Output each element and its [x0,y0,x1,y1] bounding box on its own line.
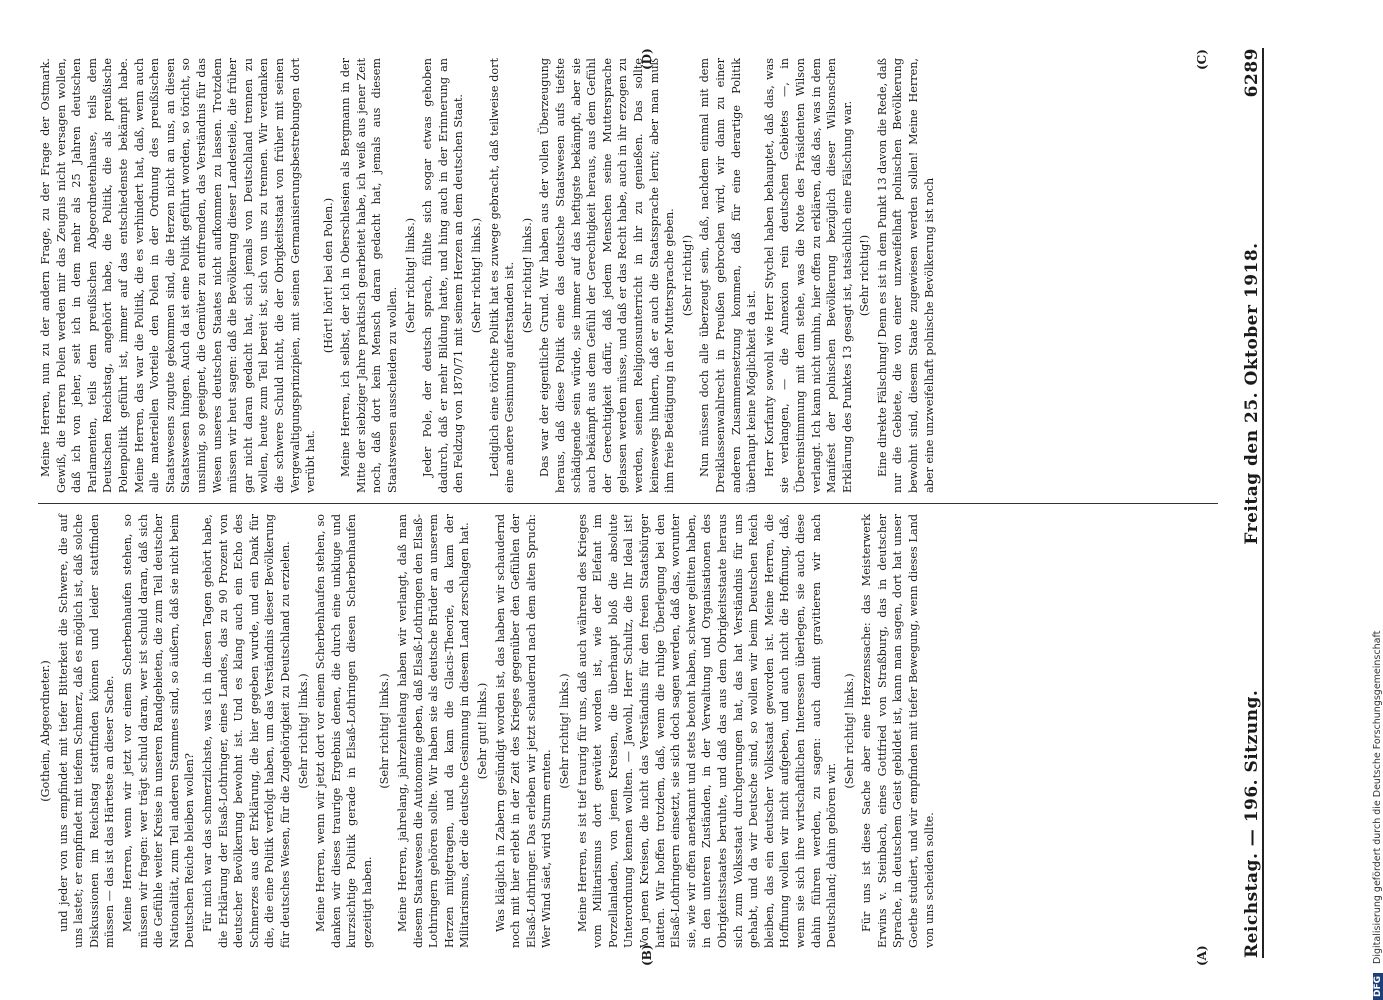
paragraph: Meine Herren, nun zu der andern Frage, zu der Frage der Ostmark. Gewiß, die Herren Polen werden mir das Zeugnis nicht versagen wollen, daß ich von jeher, seit ich in dem mehr als 25 Jahren deutschen Parlamenten, teils dem preußischen Abgeordnetenhause, teils dem Deutschen Reichstag, angehört habe, die Politik, die als preußische Polenpolitik geführt ist, immer auf das entschiedenste bekämpft habe. Meine Herren, das war die Politik, die es verhindert hat, daß, wenn auch alle materiellen Vorteile den Polen in der Ordnung des preußischen Staatswesens zugute gekommen sind, die Herzen nicht an uns, an diesen Staatswesen hingen. Auch da ist eine Politik geführt worden, so töricht, so unsinnig, so geeignet, die Gemüter zu entfremden, das Verständnis für das Wesen unseres deutschen Staates nicht aufkommen zu lassen. Trotzdem müssen wir heut sagen: daß die Bevölkerung dieser Landesteile, die früher gar nicht daran gedacht hat, sich jemals von Deutschland trennen zu wollen, heute zum Teil bereit ist, sich von uns zu trennen. Wir verdanken die schwere Schuld nicht, die der Obrigkeitsstaat von früher mit seinen Vergewaltigungsprinzipien, mit seinen Germanisierungsbestrebungen dort verübt hat. [39,58,318,493]
interjection: (Sehr richtig! links.) [470,217,484,334]
paragraph: Meine Herren, es ist tief traurig für uns, daß auch während des Krieges vom Militarismus dort gewütet worden ist, wie der Elefant im Porzellanladen, von jenen Kreisen, die überhaupt bloß die absolute Unterordnung kennen wollten. — Jawohl, Herr Schultz, die Ihr Ideal ist! Von jenen Kreisen, die nicht das Verständnis für den freien Staatsbürger hatten. Wir hoffen trotzdem, daß, wenn die ruhige Überlegung bei den Elsaß-Lothringern einsetzt, sie sich doch sagen werden, daß das, worunter sie, wie wir offen anerkannt und stets betont haben, schwer gelitten haben, in den unteren Zuständen, in der Verwaltung und Organisationen des Obrigkeitsstaates beruhte, und daß das aus dem Obrigkeitsstaate heraus sich zum Volksstaat durchgerungen hat, das hat Verständnis für uns gehabt, und da wir Deutsche sind, so wollen wir beim Deutschen Reich bleiben, das ein deutscher Volksstaat geworden ist. Meine Herren, die Hoffnung wollen wir nicht aufgeben, und auch nicht die Hoffnung, daß, wenn sie sich ihre wirtschaftlichen Interessen überlegen, sie auch diese dahin führen werden, zu sagen: auch damit gravitieren wir nach Deutschland; dahin gehören wir. [575,514,839,948]
interjection: (Sehr richtig! links.) [378,673,392,789]
dfg-logo: DFG [1373,973,1383,1000]
paragraph: Für mich war das schmerzlichste, was ich in diesen Tagen gehört habe, die Erklärung der Elsaß-Lothringer, eines Landes, das zu 90 Prozent von deutscher Bevölkerung bewohnt ist. Und es klang auch ein Echo des Schmerzes aus der Erklärung, die hier gegeben wurde, und ein Dank für die, die eine Politik verfolgt haben, um das Verständnis dieser Bevölkerung für deutsches Wesen, für die Zugehörigkeit zu Deutschland zu erzielen. [200,514,292,948]
interjection: (Sehr richtig! links.) [296,673,310,789]
paragraph: Jeder Pole, der deutsch sprach, fühlte sich sogar etwas gehoben dadurch, daß er mehr Bildung hatte, und hing auch in der Erinnerung an den Feldzug von 1870/71 mit seinem Herzen an dem deutschen Staat. [421,58,466,493]
paragraph: Meine Herren, wenn wir jetzt vor einem Scherbenhaufen stehen, so müssen wir fragen: wer trägt schuld daran, wer ist schuld daran, daß sich die Gefühle weiter Kreise in unseren Randgebieten, die zum Teil deutscher Nationalität, zum Teil anderen Stammes sind, so äußern, daß sie nicht beim Deutschen Reiche bleiben wollen? [120,514,197,948]
paragraph: Meine Herren, wenn wir jetzt dort vor einem Scherbenhaufen stehen, so danken wir dieses traurige Ergebnis denen, die durch eine unkluge und kurzsichtige Politik gerade in Elsaß-Lothringen diesen Scherbenhaufen gezeitigt haben. [314,514,374,948]
left-column [38,503,1218,958]
paragraph: Meine Herren, ich selbst, der ich in Oberschlesien als Bergmann in der Mitte der siebziger Jahre praktisch gearbeitet habe, ich weiß aus jener Zeit noch, daß dort kein Mensch daran gedacht hat, jemals aus diesem Staatswesen ausscheiden zu wollen. [339,58,400,493]
margin-marker-a: (A) [1195,945,1209,966]
paragraph: Nun müssen doch alle überzeugt sein, daß, nachdem einmal mit dem Dreiklassenwahlrecht in Preußen gebrochen wird, wir dann zu einer anderen Zusammensetzung kommen, daß für eine derartige Politik überhaupt keine Möglichkeit da ist. [698,58,759,493]
right-column [38,48,1218,503]
interjection: (Hört! hört! bei den Polen.) [321,197,335,354]
digitization-credit [1372,0,1383,1000]
text-columns [38,48,1218,958]
page-number: 6289 [1242,48,1262,98]
paragraph: Herr Korfanty sowohl wie Herr Stychel haben behauptet, daß das, was sie verlangen, — die Annexion rein deutschen Gebietes —, in Übereinstimmung mit dem stehe, was die Note des Präsidenten Wilson verlangt. Ich kann nicht umhin, hier offen zu erklären, daß das, was in dem Manifest der polnischen Bevölkerung bezüglich dieser Wilsonschen Erklärung des Punktes 13 gesagt ist, tatsächlich eine Fälschung war. [762,58,854,493]
paragraph: Lediglich eine törichte Politik hat es zuwege gebracht, daß teilweise dort eine andere Gesinnung auferstanden ist. [487,58,517,493]
header-date: Freitag den 25. Oktober 1918. [1242,242,1262,545]
page-header [1222,48,1264,958]
margin-marker-b: (B) [640,944,654,966]
paragraph: Was kläglich in Zabern gesündigt worden ist, das haben wir schaudernd noch mit hier erlebt in der Zeit des Krieges gegenüber den Gefühlen der Elsaß-Lothringer. Das erleben wir jetzt schaudernd nach dem alten Spruch: Wer Wind säet, wird Sturm ernten. [493,514,554,948]
speaker-label: (Gothein, Abgeordneter.) [39,660,52,802]
paragraph: und jeder von uns empfindet mit tiefer Bitterkeit die Schwere, die auf uns lastet; er empfindet mit tiefem Schmerz, daß es möglich ist, daß solche Diskussionen im Reichstag stattfinden können und leider stattfinden müssen — das ist das Härteste an dieser Sache. [56,514,117,948]
interjection: (Sehr richtig!) [680,234,694,317]
digitization-credit-text: Digitalisierung gefördert durch die Deutsche Forschungsgemeinschaft [1372,630,1383,964]
interjection: (Sehr gut! links.) [476,682,490,780]
paragraph: Für uns ist diese Sache aber eine Herzenssache: das Meisterwerk Erwins v. Steinbach, eines Gottfried von Straßburg, das in deutscher Sprache, in deutschem Geist gebildet ist, kann man sagen, dort hat unser Goethe studiert, und wir empfinden mit tiefer Bewegung, wenn dieses Land von uns scheiden sollte. [860,514,936,948]
paragraph: Meine Herren, jahrelang, jahrzehntelang haben wir verlangt, daß man diesem Staatswesen die Autonomie geben, daß Elsaß-Lothringen den Elsaß-Lothringern gehören sollte. Wir haben sie als deutsche Brüder an unserem Herzen mitgetragen, und da kam die Glacis-Theorie, da kam der Militarismus, der die deutsche Gesinnung in diesem Land zerschlagen hat. [396,514,472,948]
header-session: Reichstag. — 196. Sitzung. [1242,689,1262,958]
interjection: (Sehr richtig! links.) [558,673,571,789]
paragraph: Das war der eigentliche Grund. Wir haben aus der vollen Überzeugung heraus, daß diese Politik eine das deutsche Staatswesen aufs tiefste schädigende sein würde, sie immer auf das heftigste bekämpft, aber sie auch bekämpft aus dem Gefühl der Gerechtigkeit heraus, aus dem Gefühl der Gerechtigkeit dafür, daß jedem Menschen seine Muttersprache gelassen werden müsse, und daß er das Recht habe, auch in ihr erzogen zu werden, seinen Religionsunterricht in ihr zu genießen. Das sollte keineswegs hindern, daß er auch die Staatssprache lernt; aber man muß ihm freie Betätigung in der Muttersprache geben. [538,58,677,493]
interjection: (Sehr richtig! links.) [403,217,417,334]
interjection: (Sehr richtig! links.) [520,217,534,334]
interjection: (Sehr richtig! links.) [842,673,856,789]
paragraph: Eine direkte Fälschung! Denn es ist in dem Punkt 13 davon die Rede, daß nur die Gebiete, die von einer unzweifelhaft polnischen Bevölkerung bewohnt sind, diesem Staate zugewiesen werden sollen! Meine Herren, aber eine unzweifelhaft polnische Bevölkerung ist noch [875,58,936,493]
interjection: (Sehr richtig!) [858,234,872,317]
margin-marker-c: (C) [1195,49,1209,70]
margin-marker-d: (D) [640,48,654,70]
rotated-document-page [0,28,1320,978]
